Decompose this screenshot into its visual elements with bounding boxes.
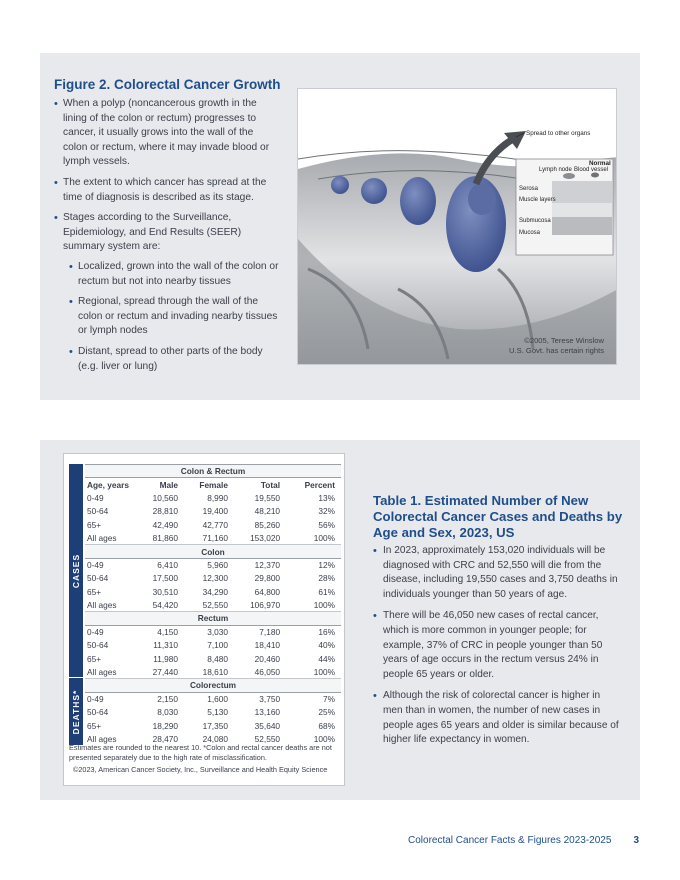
table-cell: 27,440 [135, 665, 180, 678]
table-section-header [85, 679, 341, 692]
table-cell: 5,130 [207, 707, 228, 718]
table-cell: 17,350 [202, 720, 228, 731]
table-cell: 13% [318, 492, 335, 503]
column-header: Total [260, 479, 281, 490]
table-cell: 28,810 [152, 506, 179, 517]
colon-illustration [297, 88, 617, 365]
table-cell: 71,160 [180, 531, 230, 544]
table-cell: 19,550 [254, 492, 281, 503]
table-row [85, 625, 341, 638]
table-cell: 46,050 [230, 665, 282, 678]
stage-list [69, 260, 280, 374]
colon-cancer-drawing [298, 89, 617, 365]
table-row [85, 585, 341, 598]
label-normal: Normal [589, 160, 611, 167]
lymph-node-shape [563, 173, 575, 179]
cases-band [69, 464, 83, 677]
table-panel [40, 440, 640, 800]
table-cell: All ages [85, 665, 135, 678]
table-cell: 56% [318, 519, 335, 530]
table1-bullet: • There will be 46,050 new cases of rectal cancer, which is more common in younger people; for example, 37% of CRC in people younger than 50 years of age occurs in the rectum versus 24% in people 65 years or older. [373, 609, 621, 682]
table-footnote: Estimates are rounded to the nearest 10. *Colon and rectal cancer deaths are not presented separately due to the high rate of misclassification. [69, 743, 332, 762]
table-cell: 81,860 [135, 531, 180, 544]
table-cell: 17,500 [152, 573, 179, 584]
table-cell: 0-49 [87, 560, 104, 571]
table-cell: 12,300 [202, 573, 228, 584]
table-cell: 106,970 [230, 598, 282, 611]
table-cell: 100% [282, 665, 341, 678]
table-cell: 50-64 [87, 573, 109, 584]
table1-title: Table 1. Estimated Number of New Colorectal Cancer Cases and Deaths by Age and Sex, 2023, US [373, 493, 623, 540]
table-cell: 13,160 [254, 707, 281, 718]
table-cell: 0-49 [87, 627, 104, 638]
table-cell: All ages [87, 734, 117, 744]
table-section-header [85, 612, 341, 625]
table-cell: 8,030 [157, 707, 179, 718]
table-cell: 42,490 [152, 519, 179, 530]
table-row [85, 491, 341, 504]
table-cell: 18,610 [180, 665, 230, 678]
polyp [331, 176, 349, 194]
figure-bullet-list [54, 97, 280, 380]
stage-item-localized: • Localized, grown into the wall of the colon or rectum but not into nearby tissues [69, 260, 280, 289]
table1-bullet-list [373, 544, 621, 755]
credit-line: ©2005, Terese Winslow [524, 336, 604, 345]
table-cell: 32% [318, 506, 335, 517]
table-row [85, 505, 341, 518]
table-row [85, 692, 341, 705]
table-section-header [85, 545, 341, 558]
table-cell: 7% [323, 694, 335, 705]
table-cell: 3,750 [259, 694, 281, 705]
deaths-band [69, 678, 83, 745]
section-title: Colon [85, 545, 341, 558]
table-cell: 12% [318, 560, 335, 571]
table-row [85, 598, 341, 611]
column-header: Female [199, 479, 228, 490]
table-row [85, 719, 341, 732]
table-row [85, 558, 341, 571]
table-cell: 35,640 [254, 720, 281, 731]
cases-band-label: CASES [71, 553, 81, 588]
figure-panel [40, 53, 640, 400]
table-cell: 10,560 [152, 492, 179, 503]
column-header: Male [159, 479, 179, 490]
table-copyright: ©2023, American Cancer Society, Inc., Surveillance and Health Equity Science [73, 765, 328, 774]
table-cell: 65+ [87, 720, 102, 731]
label-mucosa: Mucosa [519, 230, 541, 236]
figure-title: Figure 2. Colorectal Cancer Growth [54, 77, 281, 92]
mucosa-layer [552, 217, 612, 235]
table-cell: 18,290 [152, 720, 179, 731]
table-row [85, 652, 341, 665]
table-row [85, 639, 341, 652]
label-lymph-node: Lymph node [539, 167, 572, 173]
label-blood-vessel: Blood vessel [574, 167, 609, 173]
table-cell: 11,980 [153, 653, 179, 664]
table-cell: 7,100 [207, 640, 228, 651]
table-cell: 61% [318, 586, 335, 597]
table-cell: 65+ [87, 519, 102, 530]
table-cell: 12,370 [254, 560, 281, 571]
muscle-layer [552, 181, 612, 203]
label-submucosa: Submucosa [519, 218, 551, 224]
table-cell: 28% [318, 573, 335, 584]
table-cell: 65+ [87, 653, 102, 664]
table-cell: 6,410 [157, 560, 179, 571]
figure-bullet: • When a polyp (noncancerous growth in the lining of the colon or rectum) progresses to cancer, it usually grows into the wall of the colon or rectum, where it may invade blood or lymph vessels. [54, 97, 280, 170]
table-cell: 34,290 [202, 586, 228, 597]
table-cell: 18,410 [254, 640, 281, 651]
column-header: Age, years [87, 479, 129, 490]
table-cell: 28,470 [152, 734, 179, 744]
table-cell: 1,600 [207, 694, 228, 705]
table-cell: 52,550 [254, 734, 281, 744]
submucosa-layer [552, 203, 612, 217]
table-cell: 153,020 [230, 531, 282, 544]
section-title: Colon & Rectum [85, 465, 341, 478]
table-cell: 100% [282, 598, 341, 611]
table-cell: 100% [282, 531, 341, 544]
table-cell: 20,460 [254, 653, 281, 664]
table-cell: 42,770 [202, 519, 228, 530]
table-cell: 8,990 [207, 492, 228, 503]
table-cell: 11,310 [153, 640, 179, 651]
table-row [85, 706, 341, 719]
section-title: Colorectum [85, 679, 341, 692]
table-cell: 48,210 [254, 506, 281, 517]
table-cell: 50-64 [87, 640, 109, 651]
table-row [85, 572, 341, 585]
table-cell: 7,180 [259, 627, 281, 638]
table-cell: 4,150 [157, 627, 179, 638]
table-cell: 16% [318, 627, 335, 638]
table-cell: All ages [85, 531, 135, 544]
table-cell: 24,080 [202, 734, 228, 744]
table-cell: 64,800 [254, 586, 281, 597]
deaths-band-label: DEATHS* [71, 689, 81, 734]
table-column-headers [85, 478, 341, 491]
table-cell: 2,150 [157, 694, 179, 705]
cases-deaths-table-card [63, 453, 345, 786]
illustration-credit [509, 336, 604, 356]
table-cell: 68% [318, 720, 335, 731]
figure-bullet: • The extent to which cancer has spread at the time of diagnosis is described as its stage. [54, 176, 280, 205]
table1-bullet: • In 2023, approximately 153,020 individuals will be diagnosed with CRC and 52,550 will die from the disease, including 19,550 cases and 3,750 deaths in individuals younger than 50 years of age. [373, 544, 621, 602]
figure-bullet [54, 211, 280, 374]
table-cell: 52,550 [180, 598, 230, 611]
polyp [361, 178, 387, 204]
table-cell: 25% [318, 707, 335, 718]
label-muscle-layers: Muscle layers [519, 197, 556, 203]
label-serosa: Serosa [519, 186, 539, 192]
column-header: Percent [304, 479, 335, 490]
table-cell: 19,400 [202, 506, 228, 517]
table1-bullet: • Although the risk of colorectal cancer is higher in men than in women, the number of new cases in people ages 65 years and older is similar because of higher life expectancy in women. [373, 689, 621, 747]
figure-bullet-text: Stages according to the Surveillance, Epidemiology, and End Results (SEER) summary system are: [63, 212, 242, 253]
label-spread: Spread to other organs [526, 130, 591, 137]
table-cell: 0-49 [87, 492, 104, 503]
footer-title: Colorectal Cancer Facts & Figures 2023-2025 [408, 835, 612, 846]
table-cell: 65+ [87, 586, 102, 597]
table-cell: 100% [313, 734, 335, 744]
cases-deaths-table [85, 464, 341, 746]
credit-line: U.S. Govt. has certain rights [509, 346, 604, 355]
table-row [85, 531, 341, 544]
table-section-header [85, 465, 341, 478]
stage-item-distant: • Distant, spread to other parts of the body (e.g. liver or lung) [69, 345, 280, 374]
table-row [85, 518, 341, 531]
table-cell: 44% [318, 653, 335, 664]
page-number: 3 [633, 835, 639, 846]
stage-item-regional: • Regional, spread through the wall of the colon or rectum and invading nearby tissues or lymph nodes [69, 295, 280, 339]
table-cell: All ages [85, 598, 135, 611]
table-cell: 5,960 [207, 560, 228, 571]
table-cell: 0-49 [87, 694, 104, 705]
page-footer [408, 835, 639, 846]
blood-vessel-shape [591, 173, 599, 178]
table-row [85, 665, 341, 678]
tumor-lobe [468, 183, 496, 215]
table-cell: 85,260 [254, 519, 281, 530]
table-cell: 29,800 [254, 573, 281, 584]
table-cell: 50-64 [87, 707, 109, 718]
section-title: Rectum [85, 612, 341, 625]
table-cell: 54,420 [135, 598, 180, 611]
table-cell: 50-64 [87, 506, 109, 517]
table-cell: 8,480 [207, 653, 228, 664]
tumor-regional [400, 177, 436, 225]
table-cell: 30,510 [152, 586, 179, 597]
table-cell: 3,030 [207, 627, 228, 638]
table-cell: 40% [318, 640, 335, 651]
